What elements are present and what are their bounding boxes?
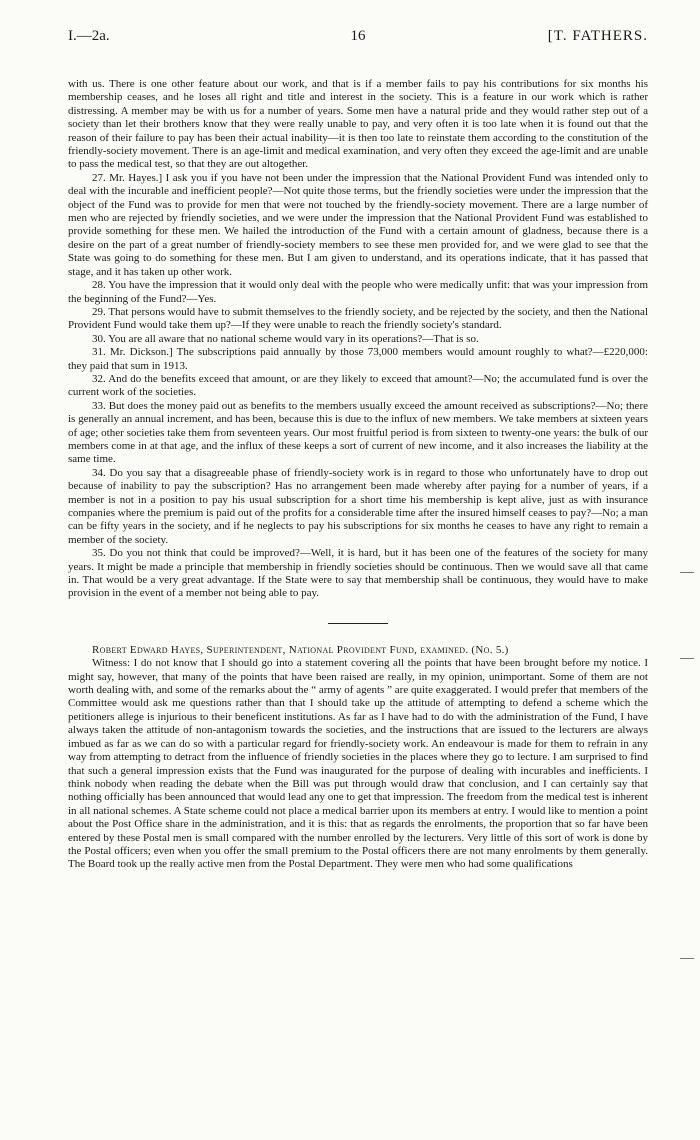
paragraph: 29. That persons would have to submit themselves to the friendly society, and be rejected by the society, and then the National Provident Fund would take them up?—If they were unable to reach the friendly society's standard. [68, 305, 648, 332]
paragraph: 34. Do you say that a disagreeable phase of friendly-society work is in regard to those who unfortunately have to drop out because of inability to pay the subscription? Has no arrangement been made whereby after paying for a number of years, if a member is not in a position to pay his usual subscription for a short time his membership is kept alive, just as with insurance companies where the premium is paid out of the profits for a considerable time after the insured himself ceases to pay?—No; a man can be fifty years in the society, and if he neglects to pay his subscriptions for six months he ceases to have any right to remain a member of the society. [68, 466, 648, 546]
paragraph: with us. There is one other feature about our work, and that is if a member fails to pay his contributions for six months his membership ceases, and he loses all right and title and interest in the society. This is a feature in our work which is rather distressing. A member may be with us for a number of years. Some men have a natural pride and they would rather step out of a society than let their brothers know that they were really unable to pay, and very often it is too late when it is found out that the reason of their failure to pay has been their actual inability—it is then too late to reinstate them according to the constitution of the friendly-society movement. There is an age-limit and medical examination, and very often they exceed the age-limit and are unable to pass the medical test, so that they are out altogether. [68, 78, 648, 171]
text-column [68, 78, 648, 872]
page-header [68, 28, 648, 54]
document-reference: I.—2a. [68, 28, 110, 44]
witness-heading: Robert Edward Hayes, Superintendent, National Provident Fund, examined. (No. 5.) [92, 643, 509, 656]
paragraph: 35. Do you not think that could be improved?—Well, it is hard, but it has been one of the features of the society for many years. It might be made a principle that membership in friendly societies should be continuous. Then we would save all that came in. That would be a very great advantage. If the State were to say that membership shall be continuous, they would have to make provision in the event of a member not being able to pay. [68, 547, 648, 600]
paragraph: 28. You have the impression that it would only deal with the people who were medically unfit: that was your impression from the beginning of the Fund?—Yes. [68, 279, 648, 305]
paragraph: 27. Mr. Hayes.] I ask you if you have not been under the impression that the National Provident Fund was intended only to deal with the incurable and inefficient people?—Not quite those terms, but the friendly societies were under the impression that the object of the Fund was to provide for men that were not touched by the friendly-society movement. There are a large number of men who are rejected by friendly societies, and we were under the impression that the National Provident Fund was established to provide something for these men. We hailed the introduction of the Fund with a certain amount of gladness, because there is a desire on the part of a great number of friendly-society members to see these men provided for, and we were glad to see that the State was going to do something for these men. But I am given to understand, and its operations indicate, that it has passed that stage, and it has taken up other work. [68, 171, 648, 278]
paragraph: 30. You are all aware that no national scheme would vary in its operations?—That is so. [92, 332, 479, 345]
witness-statement: Witness: I do not know that I should go into a statement covering all the points that have been brought before my notice. I might say, however, that many of the points that have been raised are really, in my opinion, unimportant. Some of them are not worth dealing with, and some of the remarks about the “ army of agents ” are quite exaggerated. I would prefer that members of the Committee would ask me questions rather than that I should take up the attitude of attempting to defend a scheme which the petitioners allege is injurious to their beneficent institutions. As far as I have had to do with the administration of the Fund, I have always taken the attitude of non-antagonism towards the societies, and the instructions that are issued to the lecturers are always imbued as far as we can do so with a particular regard for friendly-society work. An endeavour is made for them to refrain in any way from attempting to detract from the influence of friendly societies in the places where they go to lecture. I am surprised to find that such a general impression exists that the Fund was inaugurated for the purpose of dealing with incurables and inefficients. I think nobody when reading the debate when the Bill was put through would draw that conclusion, and I can certainly say that nothing officially has been announced that would lead any one to get that impression. The freedom from the medical test is inherent in all national schemes. A State scheme could not place a medical barrier upon its members at entry. I would like to mention a point about the Post Office share in the administration, and it is this: that as regards the enrolments, the proportion that so far have been entered by these Postal men is small compared with the number enrolled by the lecturers. Very little of this sort of work is done by the Postal officers; even when you offer the small premium to the Postal officers there are not many enrolments by them generally. The Board took up the really active men from the Postal Department. They were men who had some qualifications [68, 657, 648, 871]
paragraph: 32. And do the benefits exceed that amount, or are they likely to exceed that amount?—No; the accumulated fund is over the current work of the societies. [68, 372, 648, 399]
section-divider [328, 623, 388, 624]
margin-mark [680, 572, 694, 573]
running-head: [T. FATHERS. [547, 28, 648, 44]
margin-mark [680, 958, 694, 959]
paragraph: 33. But does the money paid out as benefits to the members usually exceed the amount received as subscriptions?—No; there is generally an annual increment, and has been, because this is due to the influx of new members. We take members at sixteen years of age; other societies take them from seventeen years. Our most fruitful period is from sixteen to twenty-one years: the bulk of our members come in at that age, and the influx of these keeps a sort of current of new income, and it also increases the liability at the same time. [68, 399, 648, 466]
margin-mark [680, 658, 694, 659]
paragraph: 31. Mr. Dickson.] The subscriptions paid annually by those 73,000 members would amount roughly to what?—£220,000: they paid that sum in 1913. [68, 346, 648, 372]
page-number: 16 [350, 28, 366, 44]
